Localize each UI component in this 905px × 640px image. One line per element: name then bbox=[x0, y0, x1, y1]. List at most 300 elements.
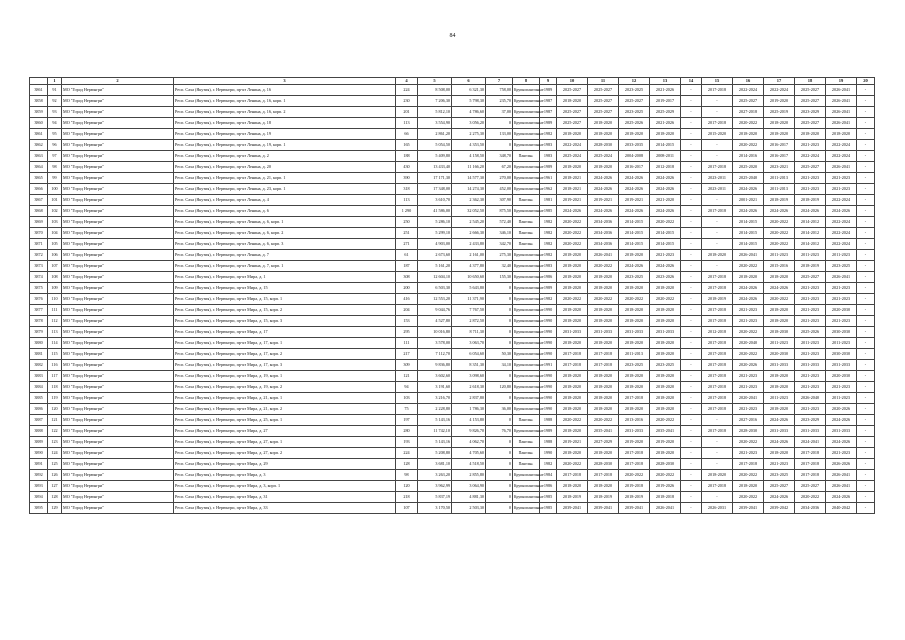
table-cell: 2020-2022 bbox=[557, 459, 588, 470]
table-cell: - bbox=[857, 503, 875, 514]
table-cell: 2020-2022 bbox=[764, 217, 795, 228]
table-cell: 3866 bbox=[30, 184, 48, 195]
table-cell: 2017-2018 bbox=[702, 404, 733, 415]
table-cell: 2031-2033 bbox=[650, 327, 681, 338]
table-cell: 2027-2018 bbox=[733, 107, 764, 118]
table-cell: 12 604,10 bbox=[418, 272, 452, 283]
table-cell: Респ. Саха (Якутия), г. Нерюнгри, пр-кт Мира, д. 21, корп. 2 bbox=[174, 404, 396, 415]
table-cell: 114 bbox=[48, 338, 62, 349]
table-cell: 3 216,70 bbox=[418, 393, 452, 404]
table-cell: 2018-2020 bbox=[795, 129, 826, 140]
table-cell: 3864 bbox=[30, 162, 48, 173]
table-cell: 572,40 bbox=[486, 217, 513, 228]
table-cell: 0 bbox=[486, 393, 513, 404]
table-cell: 2025-2027 bbox=[557, 118, 588, 129]
table-cell: 111 bbox=[48, 305, 62, 316]
table-cell: 4 881,30 bbox=[452, 492, 486, 503]
table-cell: - bbox=[857, 217, 875, 228]
table-cell: 2024-2026 bbox=[826, 415, 857, 426]
table-cell: Респ. Саха (Якутия), г. Нерюнгри, пр-кт Мира, д. 27 bbox=[174, 426, 396, 437]
table-cell: 197 bbox=[396, 415, 418, 426]
table-cell: 2011-2013 bbox=[764, 184, 795, 195]
table-cell: 2024-2026 bbox=[557, 206, 588, 217]
table-cell: - bbox=[857, 426, 875, 437]
table-cell: - bbox=[857, 470, 875, 481]
table-cell: Респ. Саха (Якутия), г. Нерюнгри, пр-кт Ленина, д. 16, корп. 1 bbox=[174, 96, 396, 107]
table-cell: 2026-2041 bbox=[826, 85, 857, 96]
table-cell: Респ. Саха (Якутия), г. Нерюнгри, пр-кт Ленина, д. 23, корп. 1 bbox=[174, 184, 396, 195]
table-cell: 96 bbox=[48, 140, 62, 151]
table-cell: Респ. Саха (Якутия), г. Нерюнгри, пр-кт Мира, д. 1 bbox=[174, 272, 396, 283]
table-cell: 116 bbox=[48, 360, 62, 371]
table-cell: 230 bbox=[396, 96, 418, 107]
table-cell: 0 bbox=[486, 481, 513, 492]
header-cell: 18 bbox=[795, 78, 826, 85]
table-row bbox=[30, 261, 875, 272]
table-row bbox=[30, 404, 875, 415]
table-cell: 2024-2026 bbox=[764, 492, 795, 503]
table-cell: 2021-2023 bbox=[795, 294, 826, 305]
table-cell: МО "Город Нерюнгри" bbox=[62, 349, 174, 360]
header-cell: 15 bbox=[702, 78, 733, 85]
table-cell: 101 bbox=[48, 195, 62, 206]
table-cell: 165 bbox=[396, 140, 418, 151]
table-row bbox=[30, 250, 875, 261]
table-cell: 3878 bbox=[30, 316, 48, 327]
table-cell: 2020-2022 bbox=[733, 327, 764, 338]
table-cell: 2018-2020 bbox=[619, 283, 650, 294]
table-cell: 2017-2018 bbox=[619, 459, 650, 470]
table-cell: 2020-2022 bbox=[557, 217, 588, 228]
table-cell: 3862 bbox=[30, 140, 48, 151]
table-cell: 2014-2015 bbox=[733, 228, 764, 239]
table-cell: - bbox=[681, 470, 702, 481]
table-cell: 2021-2023 bbox=[826, 382, 857, 393]
table-cell: МО "Город Нерюнгри" bbox=[62, 283, 174, 294]
table-cell: 2034-2036 bbox=[588, 239, 619, 250]
page-number: 84 bbox=[449, 33, 456, 39]
table-cell: 3892 bbox=[30, 470, 48, 481]
table-cell: 108 bbox=[48, 272, 62, 283]
table-cell: 2025-2026 bbox=[619, 118, 650, 129]
table-cell: - bbox=[702, 448, 733, 459]
table-cell: 2018-2020 bbox=[588, 118, 619, 129]
table-cell: 2025-2027 bbox=[588, 85, 619, 96]
table-row bbox=[30, 118, 875, 129]
table-cell: 2014-2015 bbox=[619, 228, 650, 239]
table-cell: Крупнопанельные bbox=[513, 503, 540, 514]
table-cell: 91 bbox=[48, 85, 62, 96]
table-cell: 2017-2018 bbox=[702, 481, 733, 492]
table-cell: Крупнопанельные bbox=[513, 404, 540, 415]
table-cell: 2017-2018 bbox=[702, 305, 733, 316]
table-cell: Крупнопанельные bbox=[513, 382, 540, 393]
table-cell: - bbox=[857, 327, 875, 338]
table-cell: 1988 bbox=[540, 437, 557, 448]
table-cell: 1986 bbox=[540, 272, 557, 283]
table-cell: 2023-2025 bbox=[650, 360, 681, 371]
table-cell: 4 527,80 bbox=[418, 316, 452, 327]
table-cell: 2023-2029 bbox=[795, 107, 826, 118]
table-cell: Респ. Саха (Якутия), г. Нерюнгри, пр-кт Мира, д. 3, корп. 1 bbox=[174, 481, 396, 492]
table-cell: Респ. Саха (Якутия), г. Нерюнгри, пр-кт Ленина, д. 6, корп. 3 bbox=[174, 239, 396, 250]
table-cell: 2024-2026 bbox=[826, 492, 857, 503]
table-cell: 0 bbox=[486, 470, 513, 481]
table-cell: 2028-2030 bbox=[588, 459, 619, 470]
table-cell: 1962 bbox=[540, 184, 557, 195]
table-cell: - bbox=[702, 261, 733, 272]
table-cell: - bbox=[681, 316, 702, 327]
table-cell: Респ. Саха (Якутия), г. Нерюнгри, пр-кт Ленина, д. 4 bbox=[174, 195, 396, 206]
table-cell: 2014-2015 bbox=[650, 228, 681, 239]
table-cell: 2017-2018 bbox=[733, 459, 764, 470]
table-cell: 4 518,50 bbox=[452, 459, 486, 470]
table-cell: 2018-2020 bbox=[588, 316, 619, 327]
table-cell: 3 602,60 bbox=[418, 371, 452, 382]
table-cell: 218 bbox=[396, 492, 418, 503]
table-cell: 187 bbox=[396, 261, 418, 272]
table-cell: 217 bbox=[396, 349, 418, 360]
table-cell: 2020-2022 bbox=[619, 470, 650, 481]
table-cell: 2024-2026 bbox=[619, 184, 650, 195]
table-row bbox=[30, 305, 875, 316]
table-row bbox=[30, 294, 875, 305]
header-cell: 9 bbox=[540, 78, 557, 85]
table-cell: 2023-2025 bbox=[619, 272, 650, 283]
table-cell: 2020-2030 bbox=[764, 349, 795, 360]
table-cell: 2021-2023 bbox=[795, 349, 826, 360]
table-cell: 2 161,00 bbox=[452, 250, 486, 261]
table-cell: 2030-2030 bbox=[826, 349, 857, 360]
table-cell: - bbox=[681, 459, 702, 470]
table-cell: 2025-2027 bbox=[588, 96, 619, 107]
table-cell: - bbox=[702, 195, 733, 206]
table-cell: 270,00 bbox=[486, 173, 513, 184]
table-cell: 2022-2024 bbox=[764, 85, 795, 96]
table-cell: 200 bbox=[396, 283, 418, 294]
table-cell: 10 650,60 bbox=[452, 272, 486, 283]
table-cell: 2018-2020 bbox=[764, 118, 795, 129]
table-row bbox=[30, 426, 875, 437]
table-cell: 1982 bbox=[540, 217, 557, 228]
table-cell: 758,00 bbox=[486, 85, 513, 96]
table-cell: 76,70 bbox=[486, 426, 513, 437]
table-cell: 3870 bbox=[30, 228, 48, 239]
table-cell: 2024-2026 bbox=[733, 283, 764, 294]
table-cell: Респ. Саха (Якутия), г. Нерюнгри, пр-кт Мира, д. 17, корп. 3 bbox=[174, 360, 396, 371]
table-cell: 307,90 bbox=[486, 195, 513, 206]
table-cell: 3 610,70 bbox=[418, 195, 452, 206]
table-cell: 2024-2026 bbox=[650, 206, 681, 217]
table-cell: 2020-2022 bbox=[733, 492, 764, 503]
table-cell: 2018-2020 bbox=[557, 129, 588, 140]
table-cell: Респ. Саха (Якутия), г. Нерюнгри, пр-кт Ленина, д. 20 bbox=[174, 162, 396, 173]
table-cell: 113 bbox=[48, 327, 62, 338]
table-cell: 2018-2020 bbox=[650, 338, 681, 349]
table-cell: 2018-2020 bbox=[764, 305, 795, 316]
table-cell: 2014-2015 bbox=[733, 239, 764, 250]
table-cell: 2019-2017 bbox=[650, 96, 681, 107]
table-cell: 2017-2018 bbox=[795, 448, 826, 459]
table-cell: Респ. Саха (Якутия), г. Нерюнгри, пр-кт Ленина, д. 19 bbox=[174, 129, 396, 140]
table-cell: - bbox=[681, 162, 702, 173]
table-cell: 14 577,30 bbox=[452, 173, 486, 184]
table-cell: 2017-2018 bbox=[702, 283, 733, 294]
table-cell: 11 166,20 bbox=[452, 162, 486, 173]
table-cell: 1989 bbox=[540, 118, 557, 129]
table-cell: 275,30 bbox=[486, 250, 513, 261]
table-cell: 1 786,30 bbox=[452, 404, 486, 415]
table-cell: 3886 bbox=[30, 404, 48, 415]
table-cell: 0 bbox=[486, 437, 513, 448]
table-cell: 2031-2033 bbox=[764, 360, 795, 371]
table-cell: 2018-2020 bbox=[557, 272, 588, 283]
table-cell: 100 bbox=[48, 184, 62, 195]
table-cell: МО "Город Нерюнгри" bbox=[62, 195, 174, 206]
table-cell: 2025-2027 bbox=[619, 96, 650, 107]
table-cell: 2025-2024 bbox=[557, 151, 588, 162]
table-cell: 94 bbox=[48, 118, 62, 129]
table-cell: 3887 bbox=[30, 415, 48, 426]
table-cell: 1990 bbox=[540, 305, 557, 316]
table-cell: 250 bbox=[396, 217, 418, 228]
table-cell: 3891 bbox=[30, 459, 48, 470]
table-cell: - bbox=[681, 239, 702, 250]
table-cell: - bbox=[702, 459, 733, 470]
table-cell: МО "Город Нерюнгри" bbox=[62, 140, 174, 151]
table-cell: 2017-2018 bbox=[702, 162, 733, 173]
table-cell: 3 064,90 bbox=[452, 481, 486, 492]
table-cell: Крупнопанельные bbox=[513, 492, 540, 503]
table-cell: МО "Город Нерюнгри" bbox=[62, 173, 174, 184]
table-cell: - bbox=[681, 393, 702, 404]
table-cell: 2024-2026 bbox=[650, 261, 681, 272]
table-cell: 1990 bbox=[540, 393, 557, 404]
table-cell: 11 742,10 bbox=[418, 426, 452, 437]
table-cell: 0 bbox=[486, 305, 513, 316]
table-cell: 2031-2033 bbox=[619, 426, 650, 437]
table-cell: - bbox=[681, 294, 702, 305]
table-cell: 3872 bbox=[30, 250, 48, 261]
table-cell: 2023-2025 bbox=[764, 470, 795, 481]
table-cell: 2018-2020 bbox=[619, 305, 650, 316]
table-cell: Крупнопанельные bbox=[513, 173, 540, 184]
table-cell: МО "Город Нерюнгри" bbox=[62, 305, 174, 316]
table-cell: 2024-2026 bbox=[588, 206, 619, 217]
table-cell: 112 bbox=[48, 316, 62, 327]
table-cell: 2020-2022 bbox=[733, 261, 764, 272]
table-cell: 2018-2020 bbox=[557, 481, 588, 492]
table-cell: 193 bbox=[396, 437, 418, 448]
table-cell: Респ. Саха (Якутия), г. Нерюнгри, пр-кт Мира, д. 17, корп. 2 bbox=[174, 349, 396, 360]
table-cell: 2022-2024 bbox=[826, 228, 857, 239]
table-cell: 3 191,60 bbox=[418, 382, 452, 393]
header-cell: 17 bbox=[764, 78, 795, 85]
table-cell: 2022-2024 bbox=[826, 239, 857, 250]
table-cell: 2004-2008 bbox=[619, 151, 650, 162]
table-cell: 3860 bbox=[30, 118, 48, 129]
table-cell: 125 bbox=[48, 459, 62, 470]
table-cell: 2021-2023 bbox=[826, 316, 857, 327]
table-cell: - bbox=[857, 305, 875, 316]
table-cell: 2020-2022 bbox=[557, 294, 588, 305]
table-cell: 155,30 bbox=[486, 272, 513, 283]
table-cell: 0 bbox=[486, 118, 513, 129]
table-cell: 2018-2020 bbox=[557, 261, 588, 272]
table-cell: 107 bbox=[48, 261, 62, 272]
table-cell: Крупнопанельные bbox=[513, 261, 540, 272]
table-cell: 2018-2020 bbox=[557, 162, 588, 173]
table-cell: - bbox=[681, 96, 702, 107]
table-cell: 119 bbox=[48, 393, 62, 404]
table-cell: 129 bbox=[48, 503, 62, 514]
table-cell: МО "Город Нерюнгри" bbox=[62, 294, 174, 305]
table-cell: 2018-2020 bbox=[650, 371, 681, 382]
table-cell: 2018-2020 bbox=[650, 129, 681, 140]
table-cell: Респ. Саха (Якутия), г. Нерюнгри, пр-кт Мира, д. 29 bbox=[174, 459, 396, 470]
table-cell: 3875 bbox=[30, 283, 48, 294]
table-cell: 2018-2020 bbox=[557, 305, 588, 316]
table-cell: 94 bbox=[396, 382, 418, 393]
table-cell: 2025-2027 bbox=[795, 272, 826, 283]
table-cell: 2016-2017 bbox=[619, 162, 650, 173]
table-cell: - bbox=[681, 85, 702, 96]
header-cell: 4 bbox=[396, 78, 418, 85]
table-cell: 2020-2022 bbox=[650, 415, 681, 426]
table-cell: 3882 bbox=[30, 360, 48, 371]
table-cell: 3 578,00 bbox=[418, 338, 452, 349]
table-cell: 2018-2020 bbox=[826, 129, 857, 140]
table-cell: Крупнопанельные bbox=[513, 338, 540, 349]
table-cell: 1990 bbox=[540, 371, 557, 382]
table-cell: 416 bbox=[396, 294, 418, 305]
table-cell: 2018-2020 bbox=[764, 129, 795, 140]
table-cell: 2012-2018 bbox=[702, 327, 733, 338]
table-cell: 2018-2020 bbox=[764, 382, 795, 393]
table-cell: 2018-2020 bbox=[619, 338, 650, 349]
table-cell: - bbox=[681, 503, 702, 514]
table-cell: - bbox=[681, 184, 702, 195]
table-cell: 124 bbox=[48, 448, 62, 459]
table-cell: 2001-2021 bbox=[733, 195, 764, 206]
table-cell: 102 bbox=[48, 206, 62, 217]
table-cell: - bbox=[702, 151, 733, 162]
table-cell: 2020-2022 bbox=[650, 217, 681, 228]
table-cell: 5 837,19 bbox=[418, 492, 452, 503]
table-row bbox=[30, 481, 875, 492]
table-cell: Панельн. bbox=[513, 228, 540, 239]
table-cell: 2024-2026 bbox=[764, 415, 795, 426]
table-cell: - bbox=[857, 459, 875, 470]
table-row bbox=[30, 107, 875, 118]
table-cell: 3 554,90 bbox=[418, 118, 452, 129]
table-cell: 0 bbox=[486, 338, 513, 349]
table-cell: 2020-2022 bbox=[764, 294, 795, 305]
table-cell: 10 016,80 bbox=[418, 327, 452, 338]
table-cell: 1990 bbox=[540, 327, 557, 338]
table-cell: 2018-2020 bbox=[588, 481, 619, 492]
table-cell: 120 bbox=[48, 404, 62, 415]
table-cell: 14 274,30 bbox=[452, 184, 486, 195]
table-cell: 2020-2022 bbox=[764, 239, 795, 250]
table-cell: МО "Город Нерюнгри" bbox=[62, 107, 174, 118]
table-cell: - bbox=[702, 217, 733, 228]
table-cell: Панельн. bbox=[513, 151, 540, 162]
table-cell: - bbox=[857, 283, 875, 294]
table-cell: 2021-2023 bbox=[795, 305, 826, 316]
table-cell: 224 bbox=[396, 85, 418, 96]
table-cell: 2018-2020 bbox=[588, 162, 619, 173]
table-row bbox=[30, 492, 875, 503]
table-cell: - bbox=[681, 118, 702, 129]
table-cell: 5 161,20 bbox=[418, 261, 452, 272]
table-row bbox=[30, 272, 875, 283]
table-cell: Крупнопанельные bbox=[513, 140, 540, 151]
table-cell: 2020-2040 bbox=[733, 338, 764, 349]
table-cell: 3881 bbox=[30, 349, 48, 360]
table-cell: Респ. Саха (Якутия), г. Нерюнгри, пр-кт Мира, д. 19, корп. 2 bbox=[174, 382, 396, 393]
table-cell: 36,00 bbox=[486, 404, 513, 415]
housing-register-table bbox=[29, 77, 875, 514]
table-cell: 8 351,30 bbox=[452, 360, 486, 371]
table-cell: 1 290 bbox=[396, 206, 418, 217]
table-cell: 251 bbox=[396, 228, 418, 239]
table-row bbox=[30, 228, 875, 239]
table-cell: Крупнопанельные bbox=[513, 316, 540, 327]
table-cell: 3861 bbox=[30, 85, 48, 96]
table-cell: 2024-2026 bbox=[650, 184, 681, 195]
table-cell: 2018-2020 bbox=[702, 470, 733, 481]
table-cell: - bbox=[681, 349, 702, 360]
table-cell: 2026-2041 bbox=[826, 118, 857, 129]
table-cell: 2025-2027 bbox=[795, 96, 826, 107]
table-cell: 66 bbox=[396, 129, 418, 140]
table-cell: - bbox=[681, 250, 702, 261]
table-cell: 2025-2027 bbox=[795, 118, 826, 129]
table-cell: 2020-2022 bbox=[588, 294, 619, 305]
table-cell: 1983 bbox=[540, 151, 557, 162]
table-cell: Респ. Саха (Якутия), г. Нерюнгри, пр-кт Мира, д. 17, корп. 1 bbox=[174, 338, 396, 349]
table-cell: 2018-2020 bbox=[733, 129, 764, 140]
table-cell: 2018-2020 bbox=[650, 393, 681, 404]
table-cell: - bbox=[681, 437, 702, 448]
table-cell: 12 553,20 bbox=[418, 294, 452, 305]
table-cell: 2013-2016 bbox=[619, 415, 650, 426]
table-cell: 2008-2011 bbox=[650, 151, 681, 162]
table-cell: 2024-2026 bbox=[650, 173, 681, 184]
table-cell: 3858 bbox=[30, 96, 48, 107]
table-row bbox=[30, 195, 875, 206]
table-cell: 1990 bbox=[540, 382, 557, 393]
header-cell: 3 bbox=[174, 78, 396, 85]
table-cell: 295 bbox=[396, 327, 418, 338]
table-cell: Респ. Саха (Якутия), г. Нерюнгри, пр-кт Мира, д. 21, корп. 1 bbox=[174, 393, 396, 404]
table-cell: - bbox=[702, 415, 733, 426]
table-cell: Респ. Саха (Якутия), г. Нерюнгри, пр-кт Мира, д. 31 bbox=[174, 492, 396, 503]
table-cell: 2024-2026 bbox=[733, 294, 764, 305]
table-cell: - bbox=[702, 107, 733, 118]
table-row bbox=[30, 129, 875, 140]
table-row bbox=[30, 85, 875, 96]
table-cell: Крупнопанельные bbox=[513, 107, 540, 118]
table-cell: 1989 bbox=[540, 426, 557, 437]
table-cell: 2018-2020 bbox=[557, 338, 588, 349]
table-cell: 2 503,30 bbox=[452, 503, 486, 514]
table-cell: Крупнопанельные bbox=[513, 250, 540, 261]
table-cell: 2014-2015 bbox=[733, 217, 764, 228]
table-cell: 3889 bbox=[30, 437, 48, 448]
table-body bbox=[30, 85, 875, 514]
